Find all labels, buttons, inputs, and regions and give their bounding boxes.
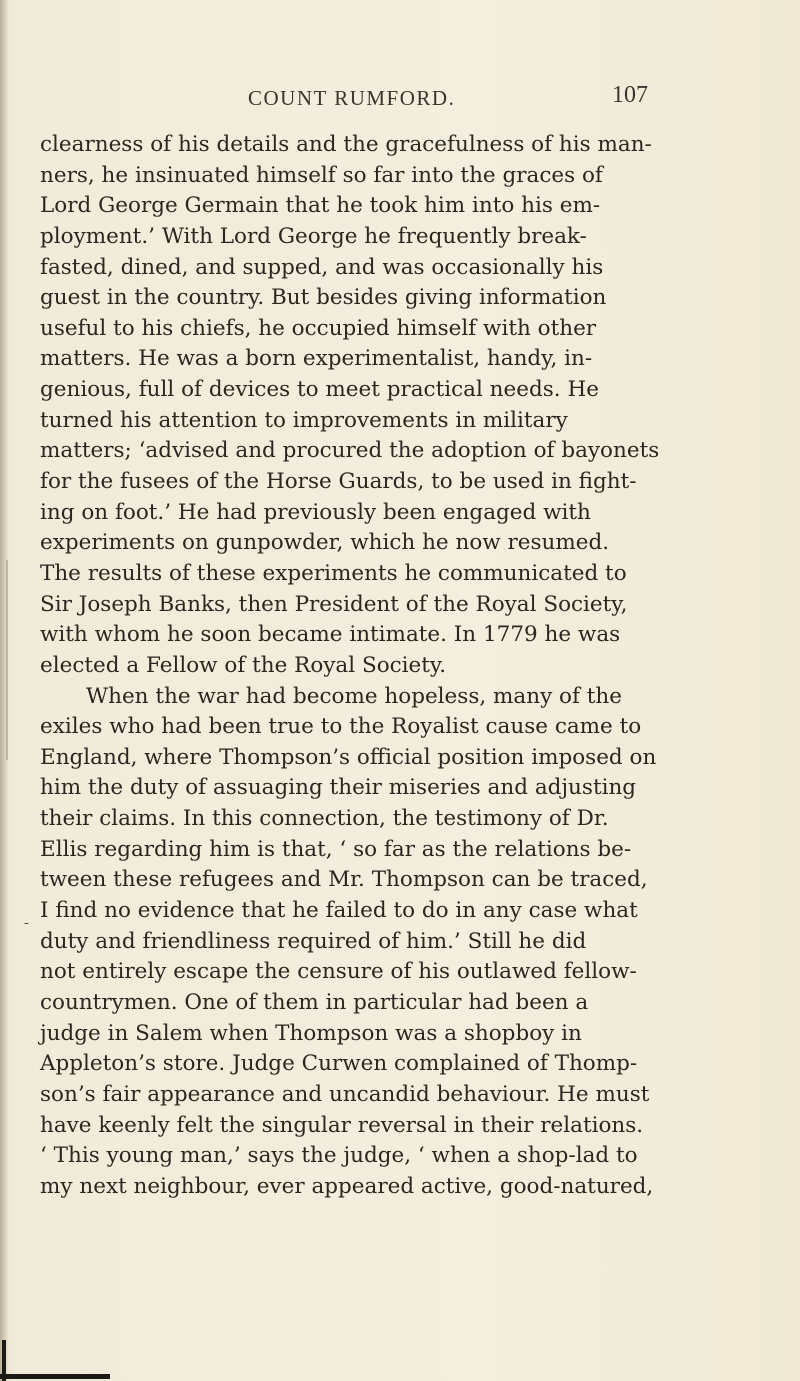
text-line: tween these refugees and Mr. Thompson can be traced, bbox=[40, 867, 648, 893]
page-edge-mark bbox=[6, 560, 8, 760]
margin-dash: - bbox=[24, 915, 29, 931]
text-line: with whom he soon became intimate. In 1779 he was bbox=[40, 622, 621, 648]
text-line: turned his attention to improvements in military bbox=[40, 407, 568, 433]
text-line: not entirely escape the censure of his outlawed fellow- bbox=[40, 959, 637, 985]
text-line: judge in Salem when Thompson was a shopboy in bbox=[40, 1020, 582, 1046]
text-line: Ellis regarding him is that, ‘ so far as the relations be- bbox=[40, 836, 632, 862]
text-line: ployment.’ With Lord George he frequently break- bbox=[40, 223, 587, 249]
text-line: clearness of his details and the gracefulness of his man- bbox=[40, 132, 652, 157]
text-line: have keenly felt the singular reversal in their relations. bbox=[40, 1112, 644, 1138]
text-line: duty and friendliness required of him.’ Still he did bbox=[40, 928, 587, 954]
text-line: son’s fair appearance and uncandid behaviour. He must bbox=[40, 1081, 650, 1107]
text-line: The results of these experiments he communicated to bbox=[40, 560, 627, 586]
body-text bbox=[40, 130, 780, 1202]
text-line: elected a Fellow of the Royal Society. bbox=[40, 652, 447, 678]
text-line: genious, full of devices to meet practical needs. He bbox=[40, 377, 599, 403]
text-line: him the duty of assuaging their miseries and adjusting bbox=[40, 775, 637, 801]
text-line: for the fusees of the Horse Guards, to be used in fight- bbox=[40, 469, 637, 495]
text-line: ners, he insinuated himself so far into the graces of bbox=[40, 162, 603, 188]
text-line: countrymen. One of them in particular had been a bbox=[40, 989, 589, 1015]
running-head: COUNT RUMFORD. bbox=[248, 86, 456, 110]
corner-rule-horizontal bbox=[0, 1374, 110, 1379]
text-line: When the war had become hopeless, many of the bbox=[86, 683, 622, 709]
text-line: I find no evidence that he failed to do in any case what bbox=[40, 898, 638, 924]
text-line: ing on foot.’ He had previously been engaged with bbox=[40, 499, 591, 525]
text-line: Lord George Germain that he took him into his em- bbox=[40, 193, 601, 219]
text-line: my next neighbour, ever appeared active, good-natured, bbox=[40, 1173, 654, 1199]
text-line: fasted, dined, and supped, and was occasionally his bbox=[40, 254, 604, 280]
text-line: matters. He was a born experimentalist, handy, in- bbox=[40, 346, 593, 372]
text-line: matters; ‘advised and procured the adoption of bayonets bbox=[40, 438, 660, 464]
page-number: 107 bbox=[612, 82, 648, 108]
text-line: Sir Joseph Banks, then President of the Royal Society, bbox=[40, 591, 628, 617]
page-corner-rule bbox=[0, 1340, 110, 1381]
text-line: Appleton’s store. Judge Curwen complained of Thomp- bbox=[40, 1051, 638, 1077]
text-line: guest in the country. But besides giving information bbox=[40, 285, 607, 311]
text-line: ‘ This young man,’ says the judge, ‘ when a shop-lad to bbox=[40, 1143, 638, 1169]
text-line: exiles who had been true to the Royalist cause came to bbox=[40, 714, 642, 740]
text-line: experiments on gunpowder, which he now resumed. bbox=[40, 530, 610, 556]
page-header bbox=[0, 82, 800, 112]
text-line: useful to his chiefs, he occupied himself with other bbox=[40, 315, 597, 341]
text-line: England, where Thompson’s official position imposed on bbox=[40, 744, 657, 770]
text-line: their claims. In this connection, the testimony of Dr. bbox=[40, 806, 609, 832]
